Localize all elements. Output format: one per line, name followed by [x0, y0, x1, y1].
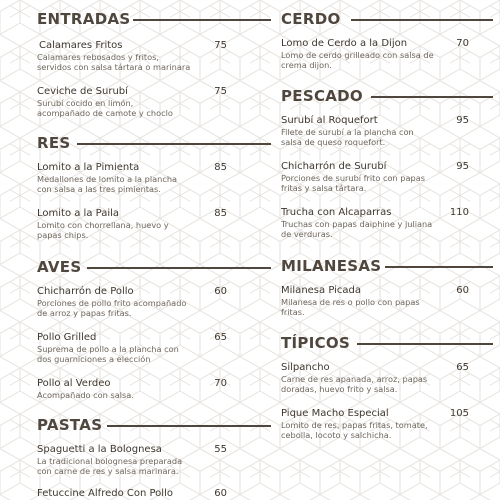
- item-description: Acompañado con salsa.: [37, 390, 134, 400]
- section-rule: [351, 19, 493, 21]
- section-title-res: RES: [37, 134, 71, 152]
- item-description: Suprema de pollo a la plancha con dos guarniciones a elección: [37, 344, 179, 365]
- item-description: La tradicional bolognesa preparada con carne de res y salsa marinara.: [37, 456, 183, 477]
- item-price: 55: [214, 444, 227, 455]
- item-name: Chicharrón de Surubí: [281, 161, 387, 172]
- item-description: Lomo de cerdo grilleado con salsa de crema dijon.: [281, 50, 434, 71]
- section-rule: [87, 267, 271, 269]
- item-description: Carne de res apanada, arroz, papas doradas, huevo frito y salsa.: [281, 374, 428, 395]
- section-rule: [385, 266, 493, 268]
- item-name: Pollo Grilled: [37, 332, 97, 343]
- item-name: Calamares Fritos: [39, 40, 123, 51]
- item-price: 60: [214, 488, 227, 499]
- item-description: Calamares rebosados y fritos, servidos con salsa tártara o marinara: [37, 52, 191, 73]
- section-rule: [107, 425, 271, 427]
- section-title-pastas: PASTAS: [37, 416, 103, 434]
- section-title-entradas: ENTRADAS: [37, 10, 131, 28]
- section-rule: [357, 343, 493, 345]
- section-rule: [77, 143, 271, 145]
- item-name: Spaguetti a la Bolognesa: [37, 444, 162, 455]
- section-rule: [133, 19, 271, 21]
- item-price: 75: [214, 40, 227, 51]
- section-rule: [371, 96, 493, 98]
- item-name: Silpancho: [281, 362, 330, 373]
- item-description: Surubí cocido en limón, acompañado de camote y choclo: [37, 98, 173, 119]
- item-name: Chicharrón de Pollo: [37, 286, 134, 297]
- item-name: Lomito a la Paila: [37, 208, 120, 219]
- item-description: Porciones de pollo frito acompañado de arroz y papas fritas.: [37, 298, 187, 319]
- item-description: Filete de surubí a la plancha con salsa de queso roquefort.: [281, 127, 414, 148]
- item-description: Lomito con chorrellana, huevo y papas chips.: [37, 220, 169, 241]
- section-title-aves: AVES: [37, 258, 82, 276]
- item-description: Milanesa de res o pollo con papas fritas.: [281, 297, 420, 318]
- item-name: Milanesa Picada: [281, 285, 362, 296]
- item-price: 95: [456, 115, 469, 126]
- section-title-pescado: PESCADO: [281, 87, 363, 105]
- item-name: Lomo de Cerdo a la Dijon: [281, 38, 408, 49]
- item-name: Trucha con Alcaparras: [281, 207, 392, 218]
- item-name: Pollo al Verdeo: [37, 378, 111, 389]
- item-price: 85: [214, 208, 227, 219]
- section-title-milanesas: MILANESAS: [281, 257, 382, 275]
- item-price: 60: [456, 285, 469, 296]
- item-name: Pique Macho Especial: [281, 408, 389, 419]
- item-description: Medallones de lomito a la plancha con salsa a las tres pimientas.: [37, 174, 178, 195]
- item-price: 70: [456, 38, 469, 49]
- item-price: 95: [456, 161, 469, 172]
- section-title-tipicos: TÍPICOS: [281, 334, 351, 352]
- item-name: Lomito a la Pimienta: [37, 162, 140, 173]
- item-price: 70: [214, 378, 227, 389]
- item-price: 85: [214, 162, 227, 173]
- item-price: 75: [214, 86, 227, 97]
- item-name: Surubí al Roquefort: [281, 115, 378, 126]
- item-description: Porciones de surubí frito con papas fritas y salsa tártara.: [281, 173, 425, 194]
- item-price: 60: [214, 286, 227, 297]
- item-price: 110: [449, 207, 469, 218]
- item-price: 65: [456, 362, 469, 373]
- item-description: Truchas con papas daiphine y juliana de verduras.: [281, 219, 433, 240]
- item-name: Ceviche de Surubí: [37, 86, 128, 97]
- section-title-cerdo: CERDO: [281, 10, 341, 28]
- item-price: 65: [214, 332, 227, 343]
- item-price: 105: [449, 408, 469, 419]
- item-name: Fetuccine Alfredo Con Pollo: [37, 488, 173, 499]
- item-description: Lomito de res, papas fritas, tomate, cebolla, locoto y salchicha.: [281, 420, 428, 441]
